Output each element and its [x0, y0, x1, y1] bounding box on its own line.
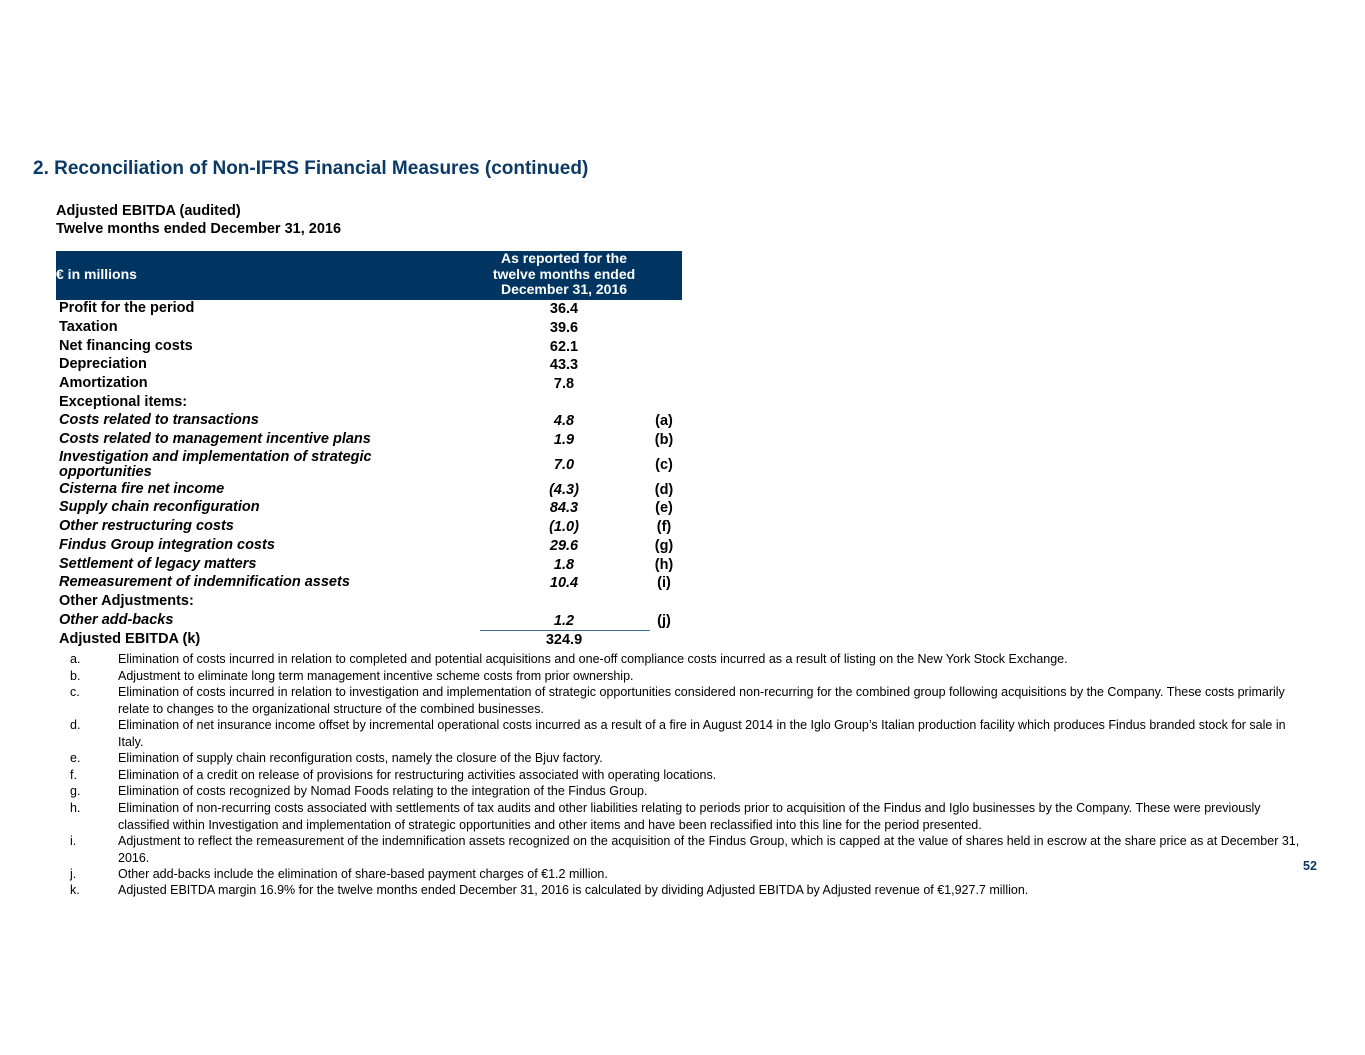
row-value: 7.0	[553, 457, 575, 473]
column-header-line: As reported for the	[500, 250, 627, 266]
row-value: 1.9	[553, 432, 575, 448]
footnote-text: Elimination of costs recognized by Nomad Foods relating to the integration of the Findus Group.	[118, 784, 648, 798]
footnote-text: Elimination of supply chain reconfiguration costs, namely the closure of the Bjuv factory.	[118, 751, 603, 765]
row-label: Supply chain reconfiguration	[59, 499, 260, 515]
footnote	[70, 668, 1300, 685]
row-label: Findus Group integration costs	[59, 537, 275, 553]
row-value: 7.8	[553, 376, 575, 392]
row-value: 43.3	[549, 357, 579, 373]
table-row	[59, 557, 689, 576]
footnote-text: Elimination of costs incurred in relation to completed and potential acquisitions and one-off compliance costs incurred as a result of listing on the New York Stock Exchange.	[118, 652, 1068, 666]
table-period: Twelve months ended December 31, 2016	[56, 221, 342, 237]
footnote-key: j.	[70, 867, 77, 881]
row-label: Other Adjustments:	[59, 593, 194, 609]
row-note: (g)	[654, 538, 674, 554]
footnote	[70, 800, 1300, 833]
table-row	[59, 450, 689, 482]
row-label: Taxation	[59, 319, 118, 335]
row-value: 1.8	[553, 557, 575, 573]
row-note: (e)	[655, 500, 673, 516]
table-row	[59, 538, 689, 557]
footnote	[70, 783, 1300, 800]
table-header	[56, 251, 682, 300]
footnote-key: b.	[70, 669, 81, 683]
footnote-key: f.	[70, 768, 77, 782]
row-value: (4.3)	[549, 482, 579, 498]
row-value: (1.0)	[549, 519, 579, 535]
footnote	[70, 833, 1300, 866]
footnote-key: g.	[70, 784, 81, 798]
table-row	[59, 301, 689, 320]
footnote-key: c.	[70, 685, 80, 699]
row-label: Investigation and implementation of strategic opportunities	[59, 449, 372, 480]
footnote-key: k.	[70, 883, 80, 897]
row-value: 4.8	[553, 413, 575, 429]
column-header-line: twelve months ended	[492, 265, 636, 282]
footnote-text: Elimination of non-recurring costs associated with settlements of tax audits and other liabilities relating to periods prior to acquisition of the Findus and Iglo businesses by the Company. These were previously classified within Investigation and implementation of strategic opportunities and other items and have been reclassified into this line for the period presented.	[118, 801, 1261, 832]
row-note: (a)	[655, 413, 673, 429]
footnote	[70, 651, 1300, 668]
row-value: 324.9	[545, 632, 583, 648]
row-label: Other add-backs	[59, 612, 174, 628]
row-value: 10.4	[549, 575, 579, 591]
row-label: Costs related to management incentive plans	[59, 431, 371, 447]
row-label: Settlement of legacy matters	[59, 556, 257, 572]
row-value: 36.4	[549, 301, 579, 317]
row-note: (i)	[657, 575, 671, 591]
table-subtitle: Adjusted EBITDA (audited)	[56, 203, 241, 219]
footnote	[70, 684, 1300, 717]
subtotal-rule	[480, 630, 650, 631]
footnote-key: d.	[70, 718, 81, 732]
row-note: (j)	[657, 613, 671, 629]
footnote-text: Elimination of net insurance income offset by incremental operational costs incurred as a result of a fire in August 2014 in the Iglo Group’s Italian production facility which produces Findus branded stock for sale in Italy.	[118, 718, 1286, 749]
footnote-key: i.	[70, 834, 77, 848]
footnote	[70, 866, 1300, 883]
row-label: Net financing costs	[59, 338, 193, 354]
table-row-section	[59, 594, 689, 613]
footnote	[70, 750, 1300, 767]
column-header-reported	[480, 251, 648, 298]
table-row	[59, 339, 689, 358]
table-row	[59, 320, 689, 339]
table-row-section	[59, 395, 689, 414]
row-label: Exceptional items:	[59, 394, 188, 410]
table-row	[59, 413, 689, 432]
row-label: Amortization	[59, 375, 148, 391]
row-note: (h)	[654, 557, 674, 573]
row-note: (c)	[655, 457, 673, 473]
row-value: 29.6	[549, 538, 579, 554]
table-row	[59, 376, 689, 395]
column-header-units: € in millions	[56, 266, 137, 282]
footnote-text: Adjustment to eliminate long term management incentive scheme costs from prior ownership.	[118, 669, 634, 683]
column-header-line: December 31, 2016	[500, 281, 628, 297]
table-row	[59, 482, 689, 501]
row-label: Cisterna fire net income	[59, 481, 225, 497]
table-row	[59, 500, 689, 519]
footnote	[70, 767, 1300, 784]
row-label: Costs related to transactions	[59, 412, 259, 428]
row-value: 84.3	[549, 500, 579, 516]
table-row-total	[59, 632, 689, 651]
footnote-key: e.	[70, 751, 81, 765]
footnote-text: Elimination of costs incurred in relation to investigation and implementation of strategic opportunities considered non-recurring for the combined group following acquisitions by the Company. These costs primarily relate to changes to the organizational structure of the combined businesses.	[118, 685, 1285, 716]
footnote-key: a.	[70, 652, 81, 666]
row-note: (f)	[656, 519, 672, 535]
footnote-text: Elimination of a credit on release of provisions for restructuring activities associated with operating locations.	[118, 768, 717, 782]
table-row	[59, 357, 689, 376]
row-value: 39.6	[549, 320, 579, 336]
table-row	[59, 432, 689, 451]
page-title: 2. Reconciliation of Non-IFRS Financial Measures (continued)	[33, 158, 589, 179]
footnote	[70, 717, 1300, 750]
footnote-text: Adjusted EBITDA margin 16.9% for the twelve months ended December 31, 2016 is calculated by dividing Adjusted EBITDA by Adjusted revenue of €1,927.7 million.	[118, 883, 1029, 897]
footnote-text: Other add-backs include the elimination of share-based payment charges of €1.2 million.	[118, 867, 608, 881]
row-value: 1.2	[553, 613, 575, 629]
table-row	[59, 613, 689, 632]
row-label: Remeasurement of indemnification assets	[59, 574, 350, 590]
row-label: Profit for the period	[59, 300, 195, 316]
footnote-text: Adjustment to reflect the remeasurement of the indemnification assets recognized on the acquisition of the Findus Group, which is capped at the value of shares held in escrow at the share price as at December 31, 2016.	[118, 834, 1300, 865]
row-note: (d)	[654, 482, 674, 498]
row-label: Other restructuring costs	[59, 518, 234, 534]
row-label: Adjusted EBITDA (k)	[59, 631, 201, 647]
footnote-key: h.	[70, 801, 81, 815]
row-value: 62.1	[549, 339, 579, 355]
table-row	[59, 575, 689, 594]
row-note: (b)	[654, 432, 674, 448]
page-number: 52	[1303, 859, 1317, 873]
table-row	[59, 519, 689, 538]
row-label: Depreciation	[59, 356, 147, 372]
footnote	[70, 882, 1300, 899]
